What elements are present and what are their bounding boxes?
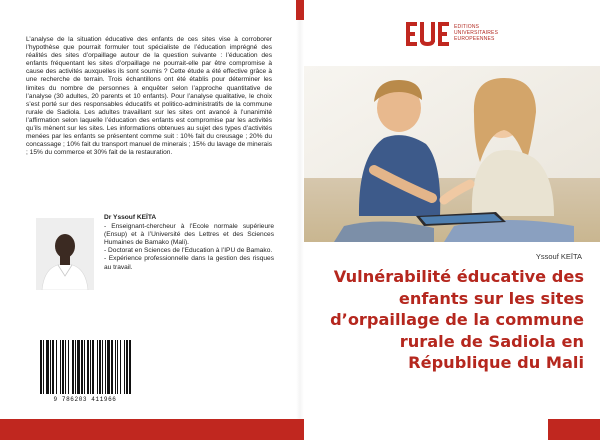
barcode-bar [77,340,80,394]
back-cover [0,0,296,440]
barcode-bar [81,340,83,394]
barcode-bar [52,340,54,394]
barcode-bar [124,340,125,394]
author-bio-line: - Doctorat en Sciences de l’Education à l’IPU de Bamako. [104,247,273,255]
barcode-bar [65,340,66,394]
front-cover [304,0,600,440]
barcode-bar [92,340,94,394]
barcode-bar [111,340,113,394]
barcode-bar [72,340,74,394]
barcode-bar [62,340,64,394]
barcode-bar [90,340,91,394]
publisher-name [454,24,534,43]
eue-logo-icon [406,20,450,48]
spine-red-band-top [296,0,304,20]
front-cover-red-band [548,419,600,440]
barcode-bar [102,340,103,394]
author-bio-name: Dr Yssouf KEÏTA [104,214,157,221]
barcode-bar [43,340,44,394]
book-title: Vulnérabilité éducative des enfants sur les sites d’orpaillage de la commune rurale de Sadiola en République du Mali [330,267,584,373]
barcode-bar [97,340,98,394]
barcode-bar [68,340,69,394]
publisher-logo [406,20,526,50]
barcode-bar [75,340,76,394]
barcode-bar [107,340,110,394]
back-cover-blurb: L’analyse de la situation éducative des enfants de ces sites vise à corroborer l’hypothèse que pourrait formuler tout spécialiste de l’éducation imprégné des réalités des sites d’orpaillage autour de la question suivante : l’éducation des enfants fréquentant les sites d’orpaillage ne pourrait-elle par être compromise à cause des activités auxquelles ils sont soumis ? Cette étude a été effective grâce à une recherche de terrain. Trois échantillons ont été établis pour déterminer les limites du nombre de personnes à enquêter selon l’approche quantitative de l’analyse (30 adultes, 20 parents et 10 enfants). Pour l’analyse qualitative, le choix s’est porté sur des responsables éducatifs et politico-administratifs de la commune rurale de Sadiola. Les adultes travaillant sur les sites ont avancé à l’unanimité l’affirmation selon laquelle l’éducation des enfants est compromise par les activités qu’ils mènent sur les sites. Les informations obtenues au sujet des types d’activités menées par les enfants se présentent comme suit : 10% fait du creusage ; 20% du concassage ; 10% fait du transport manuel de minerais ; 15% du lavage de minerais ; 15% du commerce et 30% fait de la restauration. [26,36,272,157]
barcode-bar [87,340,89,394]
barcode-bar [84,340,85,394]
barcode-digits: 9 786203 411966 [53,396,117,403]
barcode-bar [40,340,42,394]
barcode-bar [115,340,116,394]
barcode-bar [126,340,128,394]
author-bio-line: - Expérience professionnelle dans la gestion des risques au travail. [104,255,274,271]
barcode-bar [120,340,121,394]
spine [296,0,304,440]
barcode-bar [99,340,101,394]
author-bio [104,214,274,272]
barcode-bar [46,340,49,394]
cover-photo-children-with-tablet [304,66,600,242]
spine-red-band-bottom [296,419,304,440]
publisher-name-line: EUROPEENNES [454,36,495,43]
author-bio-line: - Enseignant-chercheur à l’Ecole normale supérieure (Ensup) et à l’Université des Lettres et des Sciences Humaines de Bamako (Mali). [104,223,274,247]
isbn-barcode [36,340,134,406]
publisher-name-line: UNIVERSITAIRES [454,30,499,37]
barcode-bar [56,340,57,394]
barcode-bar [60,340,61,394]
author-photo [36,218,94,290]
barcode-bar [50,340,51,394]
front-cover-author: Yssouf KEÏTA [535,252,582,261]
publisher-name-line: EDITIONS [454,24,480,30]
barcode-bar [105,340,106,394]
barcode-bar [117,340,118,394]
barcode-bar [129,340,131,394]
back-cover-red-band [0,419,296,440]
